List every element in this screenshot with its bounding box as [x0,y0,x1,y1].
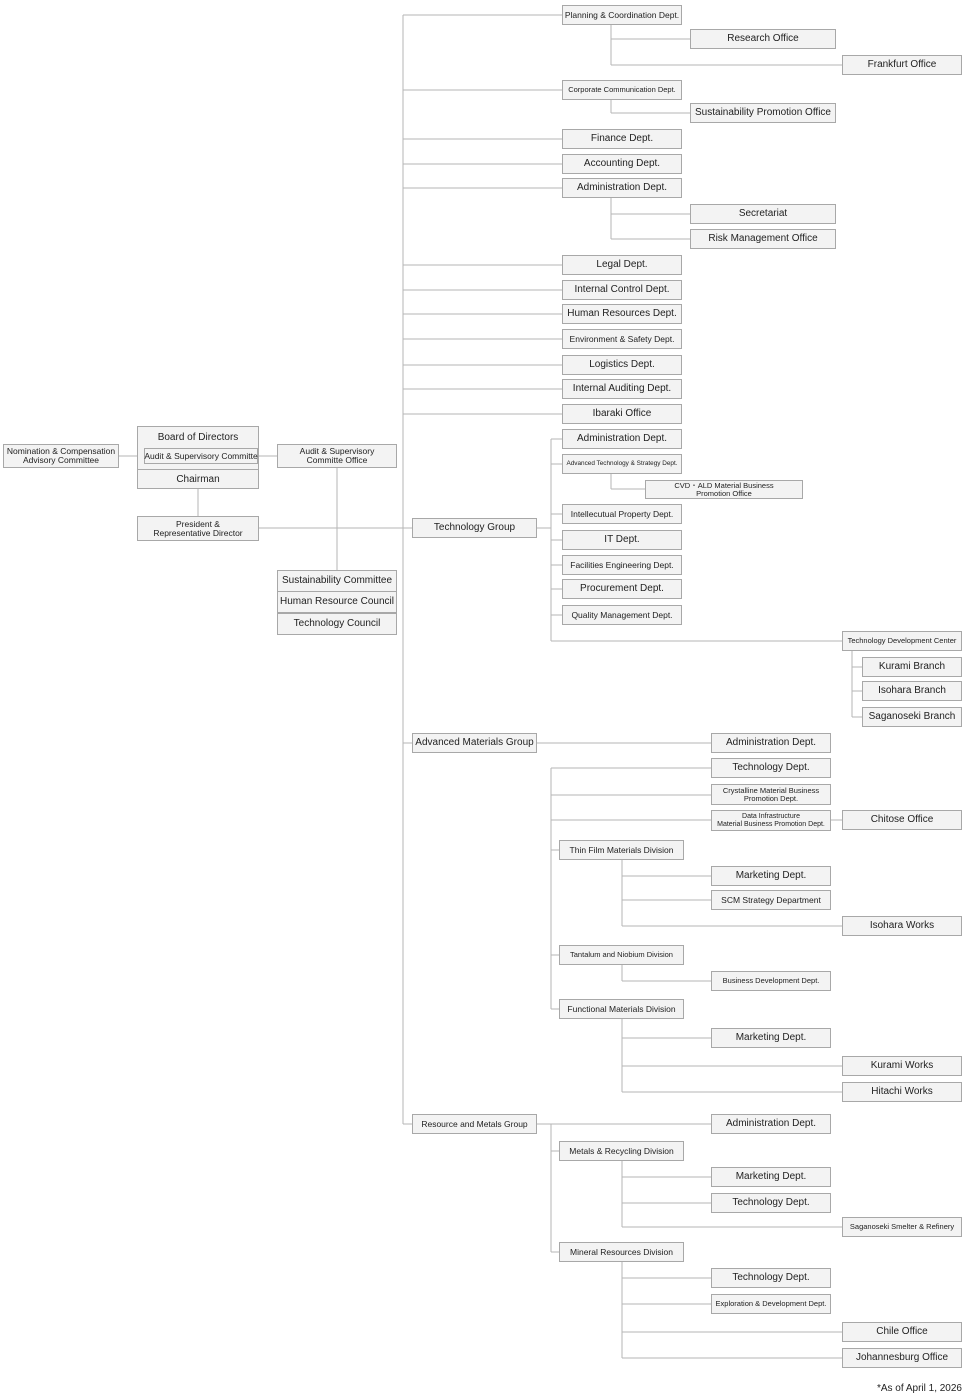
fm-marketing-dept: Marketing Dept. [711,1028,831,1048]
functional-materials-division: Functional Materials Division [559,999,684,1019]
data-infrastructure-promotion-dept: Data Infrastructure Material Business Promotion Dept. [711,810,831,831]
amg-administration-dept: Administration Dept. [711,733,831,753]
as-of-date-note: *As of April 1, 2026 [876,1383,962,1394]
chile-office: Chile Office [842,1322,962,1342]
procurement-dept: Procurement Dept. [562,579,682,599]
administration-dept: Administration Dept. [562,178,682,198]
audit-committee-office: Audit & Supervisory Committe Office [277,444,397,468]
human-resources-dept: Human Resources Dept. [562,304,682,324]
chitose-office: Chitose Office [842,810,962,830]
environment-safety-dept: Environment & Safety Dept. [562,329,682,349]
exploration-development-dept: Exploration & Development Dept. [711,1294,831,1314]
tantalum-niobium-division: Tantalum and Niobium Division [559,945,684,965]
accounting-dept: Accounting Dept. [562,154,682,174]
resource-metals-group: Resource and Metals Group [412,1114,537,1134]
business-development-dept: Business Development Dept. [711,971,831,991]
board-divider [138,469,258,470]
finance-dept: Finance Dept. [562,129,682,149]
saganoseki-smelter-refinery: Saganoseki Smelter & Refinery [842,1217,962,1237]
tf-marketing-dept: Marketing Dept. [711,866,831,886]
intellectual-property-dept: Intellecutual Property Dept. [562,504,682,524]
technology-group: Technology Group [412,518,537,538]
isohara-branch: Isohara Branch [862,681,962,701]
board-of-directors-label: Board of Directors [157,432,239,443]
audit-supervisory-committee: Audit & Supervisory Committe [144,448,258,464]
mr-technology-dept: Technology Dept. [711,1193,831,1213]
tg-administration-dept: Administration Dept. [562,429,682,449]
advanced-technology-strategy-dept: Advanced Technology & Strategy Dept. [562,454,682,474]
mineral-resources-division: Mineral Resources Division [559,1242,684,1262]
technology-council: Technology Council [277,613,397,635]
hitachi-works: Hitachi Works [842,1082,962,1102]
quality-management-dept: Quality Management Dept. [562,605,682,625]
metals-recycling-division: Metals & Recycling Division [559,1141,684,1161]
amg-technology-dept: Technology Dept. [711,758,831,778]
logistics-dept: Logistics Dept. [562,355,682,375]
secretariat: Secretariat [690,204,836,224]
sustainability-promotion-office: Sustainability Promotion Office [690,103,836,123]
cvd-ald-promotion-office: CVD・ALD Material Business Promotion Office [645,480,803,499]
advanced-materials-group: Advanced Materials Group [412,733,537,753]
planning-coordination-dept: Planning & Coordination Dept. [562,5,682,25]
chairman: Chairman [176,474,220,485]
internal-control-dept: Internal Control Dept. [562,280,682,300]
isohara-works: Isohara Works [842,916,962,936]
kurami-branch: Kurami Branch [862,657,962,677]
internal-auditing-dept: Internal Auditing Dept. [562,379,682,399]
rmg-administration-dept: Administration Dept. [711,1114,831,1134]
ibaraki-office: Ibaraki Office [562,404,682,424]
risk-management-office: Risk Management Office [690,229,836,249]
president-representative-director: President & Representative Director [137,516,259,541]
mr-marketing-dept: Marketing Dept. [711,1167,831,1187]
kurami-works: Kurami Works [842,1056,962,1076]
johannesburg-office: Johannesburg Office [842,1348,962,1368]
nomination-compensation-committee: Nomination & Compensation Advisory Committee [3,444,119,468]
scm-strategy-department: SCM Strategy Department [711,890,831,910]
facilities-engineering-dept: Facilities Engineering Dept. [562,555,682,575]
crystalline-material-promotion-dept: Crystalline Material Business Promotion Dept. [711,784,831,805]
saganoseki-branch: Saganoseki Branch [862,707,962,727]
research-office: Research Office [690,29,836,49]
legal-dept: Legal Dept. [562,255,682,275]
human-resource-council: Human Resource Council [277,591,397,613]
frankfurt-office: Frankfurt Office [842,55,962,75]
corporate-communication-dept: Corporate Communication Dept. [562,80,682,100]
thin-film-materials-division: Thin Film Materials Division [559,840,684,860]
min-technology-dept: Technology Dept. [711,1268,831,1288]
sustainability-committee: Sustainability Committee [277,570,397,592]
board-of-directors [137,426,259,489]
technology-development-center: Technology Development Center [842,631,962,651]
it-dept: IT Dept. [562,530,682,550]
